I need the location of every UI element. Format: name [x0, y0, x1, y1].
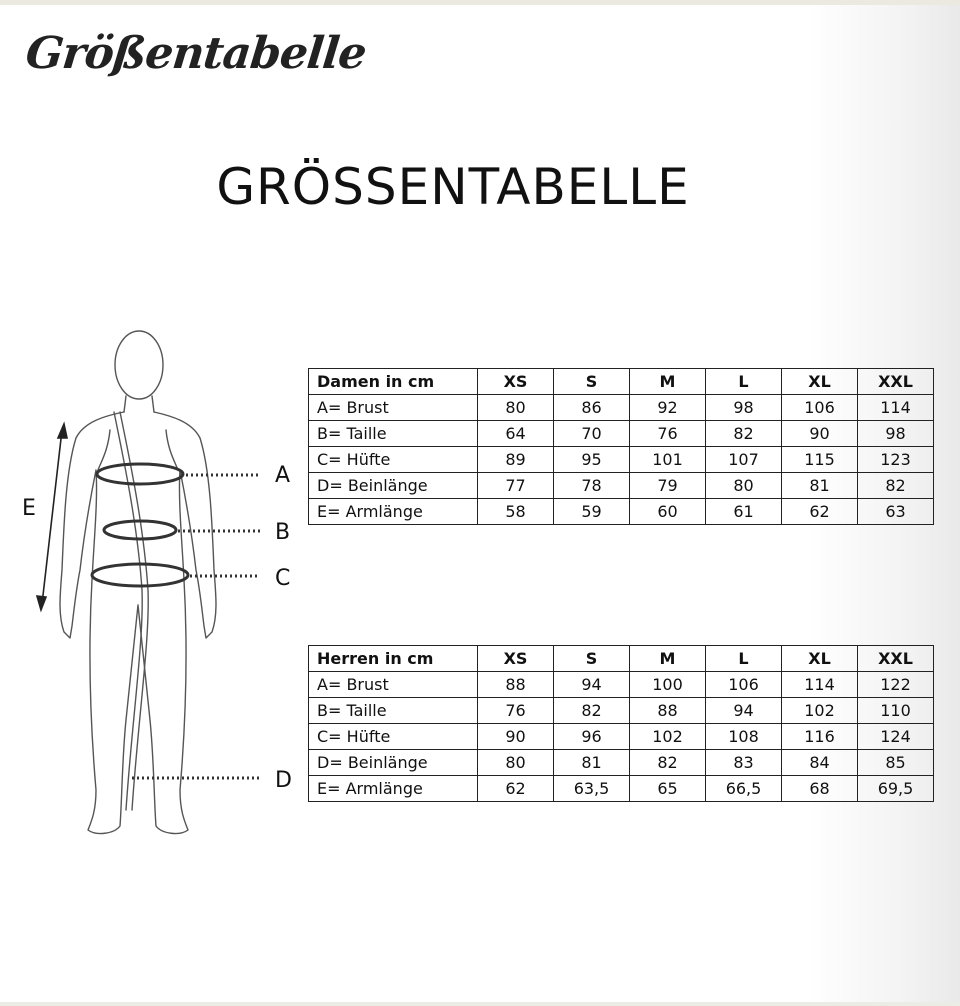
- size-header-cell: S: [554, 369, 630, 395]
- measure-label-cell: D= Beinlänge: [309, 473, 478, 499]
- measure-label-cell: E= Armlänge: [309, 776, 478, 802]
- size-header-cell: XL: [782, 646, 858, 672]
- measuring-tape: [114, 412, 148, 810]
- value-cell: 96: [554, 724, 630, 750]
- table-row: [309, 473, 934, 499]
- herren-table-body: [309, 646, 934, 802]
- size-header-cell: L: [706, 646, 782, 672]
- damen-size-table: [308, 368, 934, 525]
- value-cell: 84: [782, 750, 858, 776]
- value-cell: 83: [706, 750, 782, 776]
- value-cell: 95: [554, 447, 630, 473]
- value-cell: 70: [554, 421, 630, 447]
- table-row: [309, 750, 934, 776]
- value-cell: 58: [478, 499, 554, 525]
- table-row: [309, 421, 934, 447]
- figure-head: [115, 331, 163, 399]
- value-cell: 88: [630, 698, 706, 724]
- size-header-cell: XXL: [858, 369, 934, 395]
- value-cell: 81: [554, 750, 630, 776]
- measure-label-cell: C= Hüfte: [309, 447, 478, 473]
- value-cell: 78: [554, 473, 630, 499]
- value-cell: 98: [858, 421, 934, 447]
- value-cell: 68: [782, 776, 858, 802]
- value-cell: 101: [630, 447, 706, 473]
- value-cell: 107: [706, 447, 782, 473]
- value-cell: 106: [706, 672, 782, 698]
- value-cell: 60: [630, 499, 706, 525]
- size-header-cell: S: [554, 646, 630, 672]
- value-cell: 76: [630, 421, 706, 447]
- table-row: [309, 672, 934, 698]
- size-header-cell: L: [706, 369, 782, 395]
- value-cell: 123: [858, 447, 934, 473]
- size-header-cell: XXL: [858, 646, 934, 672]
- table-row: [309, 698, 934, 724]
- value-cell: 62: [782, 499, 858, 525]
- value-cell: 82: [630, 750, 706, 776]
- value-cell: 79: [630, 473, 706, 499]
- value-cell: 114: [858, 395, 934, 421]
- size-header-cell: XL: [782, 369, 858, 395]
- bottom-edge-strip: [0, 1002, 960, 1006]
- value-cell: 110: [858, 698, 934, 724]
- value-cell: 82: [554, 698, 630, 724]
- value-cell: 88: [478, 672, 554, 698]
- table-row: [309, 724, 934, 750]
- value-cell: 114: [782, 672, 858, 698]
- value-cell: 82: [858, 473, 934, 499]
- ring-a-brust: [97, 464, 183, 484]
- value-cell: 65: [630, 776, 706, 802]
- value-cell: 102: [630, 724, 706, 750]
- value-cell: 77: [478, 473, 554, 499]
- value-cell: 115: [782, 447, 858, 473]
- label-b: B: [275, 520, 291, 545]
- value-cell: 122: [858, 672, 934, 698]
- damen-header-row: [309, 369, 934, 395]
- value-cell: 92: [630, 395, 706, 421]
- measure-label-cell: B= Taille: [309, 421, 478, 447]
- value-cell: 76: [478, 698, 554, 724]
- value-cell: 82: [706, 421, 782, 447]
- measure-label-cell: A= Brust: [309, 672, 478, 698]
- script-title: Größentabelle: [23, 28, 369, 79]
- herren-size-table: [308, 645, 934, 802]
- value-cell: 124: [858, 724, 934, 750]
- table-caption-cell: Damen in cm: [309, 369, 478, 395]
- size-header-cell: M: [630, 646, 706, 672]
- body-measurement-figure: [14, 320, 304, 850]
- size-header-cell: XS: [478, 369, 554, 395]
- value-cell: 85: [858, 750, 934, 776]
- table-row: [309, 395, 934, 421]
- value-cell: 94: [554, 672, 630, 698]
- damen-table-body: [309, 369, 934, 525]
- table-row: [309, 499, 934, 525]
- value-cell: 81: [782, 473, 858, 499]
- table-caption-cell: Herren in cm: [309, 646, 478, 672]
- value-cell: 94: [706, 698, 782, 724]
- value-cell: 106: [782, 395, 858, 421]
- label-c: C: [275, 566, 291, 591]
- measure-label-cell: D= Beinlänge: [309, 750, 478, 776]
- label-d: D: [275, 768, 292, 793]
- measure-label-cell: A= Brust: [309, 395, 478, 421]
- value-cell: 116: [782, 724, 858, 750]
- value-cell: 62: [478, 776, 554, 802]
- value-cell: 90: [782, 421, 858, 447]
- value-cell: 100: [630, 672, 706, 698]
- size-header-cell: XS: [478, 646, 554, 672]
- value-cell: 61: [706, 499, 782, 525]
- value-cell: 64: [478, 421, 554, 447]
- value-cell: 63,5: [554, 776, 630, 802]
- value-cell: 86: [554, 395, 630, 421]
- measure-label-cell: C= Hüfte: [309, 724, 478, 750]
- value-cell: 98: [706, 395, 782, 421]
- value-cell: 108: [706, 724, 782, 750]
- value-cell: 89: [478, 447, 554, 473]
- table-row: [309, 447, 934, 473]
- value-cell: 59: [554, 499, 630, 525]
- value-cell: 90: [478, 724, 554, 750]
- value-cell: 80: [706, 473, 782, 499]
- measure-label-cell: E= Armlänge: [309, 499, 478, 525]
- value-cell: 63: [858, 499, 934, 525]
- value-cell: 102: [782, 698, 858, 724]
- value-cell: 80: [478, 750, 554, 776]
- page-title: GRÖSSENTABELLE: [216, 158, 690, 216]
- label-a: A: [275, 463, 291, 488]
- table-row: [309, 776, 934, 802]
- value-cell: 69,5: [858, 776, 934, 802]
- label-e: E: [22, 496, 36, 521]
- top-edge-strip: [0, 0, 960, 5]
- measure-label-cell: B= Taille: [309, 698, 478, 724]
- herren-header-row: [309, 646, 934, 672]
- size-header-cell: M: [630, 369, 706, 395]
- value-cell: 66,5: [706, 776, 782, 802]
- value-cell: 80: [478, 395, 554, 421]
